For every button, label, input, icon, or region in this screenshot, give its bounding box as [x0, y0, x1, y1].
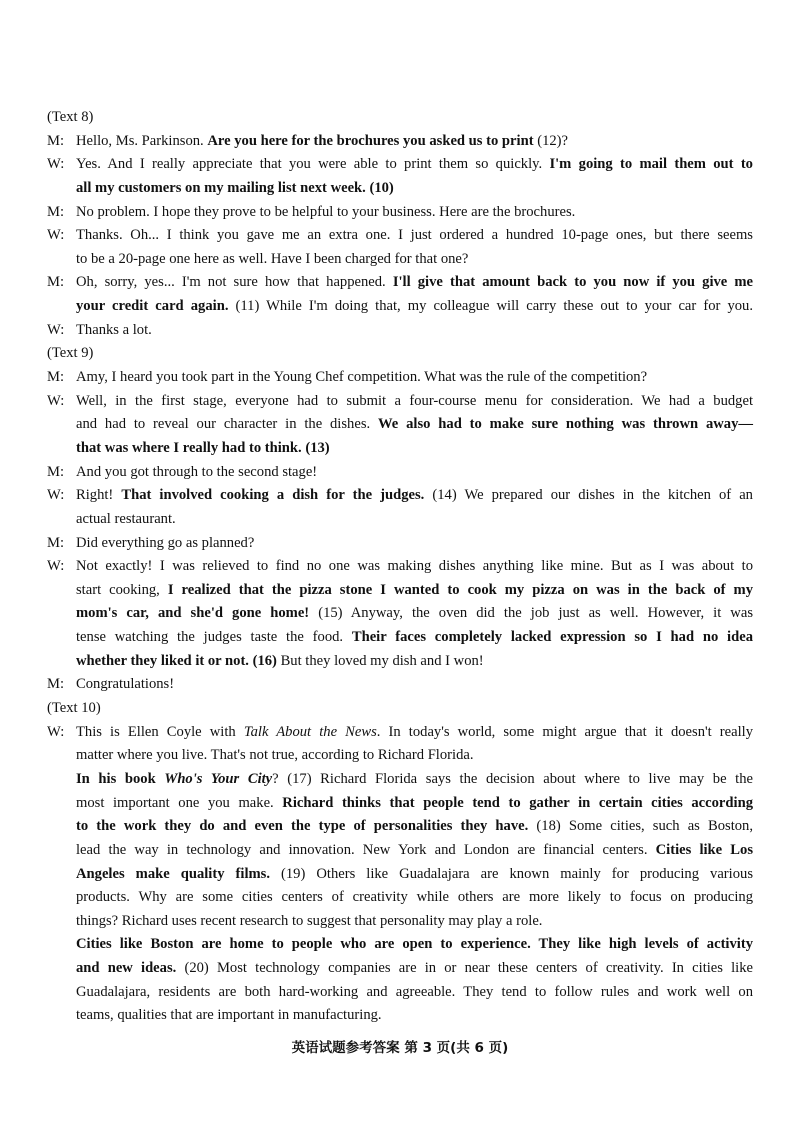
speaker-label: M:	[47, 203, 65, 220]
transcript-text: products. Why are some cities centers of creativity while others are more likely to focus on producing	[76, 889, 753, 906]
transcript-line	[47, 1004, 753, 1028]
speaker-label: M:	[47, 369, 65, 386]
transcript-line	[47, 815, 753, 839]
answer-highlight: whether they liked it or not. (16)	[76, 652, 277, 669]
transcript-text: Congratulations!	[76, 676, 175, 693]
transcript-line	[47, 721, 753, 745]
transcript-line	[47, 697, 753, 721]
transcript-text: Oh, sorry, yes... I'm not sure how that happened.	[76, 274, 393, 291]
transcript-text: (18) Some cities, such as Boston,	[528, 818, 753, 835]
transcript-line	[47, 626, 753, 650]
transcript-line	[47, 886, 753, 910]
transcript-text: things? Richard uses recent research to suggest that personality may play a role.	[76, 912, 543, 929]
transcript-text: Did everything go as planned?	[76, 534, 255, 551]
transcript-line	[47, 555, 753, 579]
transcript-text: matter where you live. That's not true, according to Richard Florida.	[76, 747, 474, 764]
answer-highlight: mom's car, and she'd gone home!	[76, 605, 310, 622]
transcript-line	[47, 744, 753, 768]
transcript-text: No problem. I hope they prove to be helpful to your business. Here are the brochures.	[76, 203, 576, 220]
answer-highlight: I'll give that amount back to you now if you give me	[392, 274, 753, 291]
transcript-text: start cooking,	[76, 581, 168, 598]
transcript-text: to be a 20-page one here as well. Have I been charged for that one?	[76, 250, 469, 267]
speaker-label: M:	[47, 676, 65, 693]
answer-highlight: We also had to make sure nothing was thrown away—	[378, 416, 753, 433]
answer-highlight: That involved cooking a dish for the judges.	[121, 487, 425, 504]
transcript-text: (14) We prepared our dishes in the kitchen of an	[424, 487, 753, 504]
speaker-label: W:	[47, 392, 65, 409]
transcript-line	[47, 106, 753, 130]
transcript-line	[47, 602, 753, 626]
transcript-text: And you got through to the second stage!	[76, 463, 318, 480]
speaker-label: M:	[47, 132, 65, 149]
transcript-text: and had to reveal our character in the dishes.	[76, 416, 378, 433]
transcript-text: ? (17) Richard Florida says the decision about where to live may be the	[272, 770, 753, 787]
transcript-text: (15) Anyway, the oven did the job just as well. However, it was	[309, 605, 754, 622]
transcript-line	[47, 484, 753, 508]
transcript-line	[47, 201, 753, 225]
transcript-text: (Text 10)	[47, 700, 101, 717]
speaker-label: M:	[47, 463, 65, 480]
transcript-line	[47, 910, 753, 934]
transcript-text: most important one you make.	[76, 794, 283, 811]
transcript-line	[47, 413, 753, 437]
transcript-line	[47, 933, 753, 957]
transcript-line	[47, 177, 753, 201]
transcript-text: tense watching the judges taste the food.	[76, 629, 352, 646]
transcript-text: Thanks a lot.	[76, 321, 152, 338]
transcript-line	[47, 863, 753, 887]
speaker-label: W:	[47, 321, 65, 338]
speaker-label: W:	[47, 487, 65, 504]
transcript-line	[47, 461, 753, 485]
transcript-line	[47, 390, 753, 414]
transcript-line	[47, 673, 753, 697]
speaker-label: M:	[47, 534, 65, 551]
transcript-line	[47, 650, 753, 674]
transcript-line	[47, 981, 753, 1005]
transcript-text: (12)?	[533, 132, 569, 149]
transcript-text: Thanks. Oh... I think you gave me an extra one. I just ordered a hundred 10-page ones, but there seems	[76, 227, 753, 244]
answer-highlight: that was where I really had to think. (13)	[76, 439, 330, 456]
transcript-line	[47, 153, 753, 177]
transcript-line	[47, 366, 753, 390]
transcript-line	[47, 319, 753, 343]
answer-highlight: all my customers on my mailing list next week. (10)	[76, 179, 394, 196]
transcript-text: This is Ellen Coyle with	[76, 723, 244, 740]
transcript-text: lead the way in technology and innovation. New York and London are financial centers.	[76, 841, 656, 858]
speaker-label: W:	[47, 227, 65, 244]
transcript-line	[47, 248, 753, 272]
transcript-line	[47, 130, 753, 154]
transcript-text: Amy, I heard you took part in the Young Chef competition. What was the rule of the competition?	[76, 369, 648, 386]
answer-highlight: to the work they do and even the type of personalities they have.	[76, 818, 529, 835]
transcript-text: Yes. And I really appreciate that you were able to print them so quickly.	[76, 156, 550, 173]
answer-highlight: your credit card again.	[76, 298, 229, 315]
transcript-text: (11) While I'm doing that, my colleague will carry these out to your car for you.	[228, 298, 753, 315]
answer-highlight: Cities like Boston are home to people who are open to experience. They like high levels of activity	[76, 936, 753, 953]
answer-highlight: In his book	[76, 770, 165, 787]
answer-highlight: Who's Your City	[164, 770, 273, 787]
speaker-label: W:	[47, 723, 65, 740]
transcript-line	[47, 532, 753, 556]
transcript-text: (20) Most technology companies are in or near these centers of creativity. In cities like	[176, 960, 754, 977]
answer-key-transcript	[47, 106, 753, 1028]
transcript-line	[47, 508, 753, 532]
transcript-line	[47, 839, 753, 863]
page-footer: 英语试题参考答案 第 3 页(共 6 页)	[291, 1040, 509, 1056]
transcript-text: Guadalajara, residents are both hard-working and agreeable. They tend to follow rules and work well on	[76, 983, 753, 1000]
transcript-text: Right!	[76, 487, 122, 504]
answer-highlight: Their faces completely lacked expression so I had no idea	[351, 629, 754, 646]
transcript-text: Hello, Ms. Parkinson.	[76, 132, 208, 149]
answer-highlight: Are you here for the brochures you asked us to print	[207, 132, 534, 149]
transcript-text: But they loved my dish and I won!	[276, 652, 484, 669]
transcript-text: Talk About the News	[243, 723, 377, 740]
transcript-text: . In today's world, some might argue that it doesn't really	[376, 723, 753, 740]
transcript-text: (Text 9)	[47, 345, 94, 362]
transcript-line	[47, 295, 753, 319]
answer-highlight: Richard thinks that people tend to gather in certain cities according	[282, 794, 753, 811]
transcript-text: actual restaurant.	[76, 510, 176, 527]
speaker-label: M:	[47, 274, 65, 291]
transcript-line	[47, 224, 753, 248]
answer-highlight: I realized that the pizza stone I wanted to cook my pizza on was in the back of my	[167, 581, 753, 598]
answer-highlight: Cities like Los	[655, 841, 754, 858]
speaker-label: W:	[47, 558, 65, 575]
transcript-text: (19) Others like Guadalajara are known mainly for producing various	[270, 865, 753, 882]
transcript-line	[47, 271, 753, 295]
transcript-text: teams, qualities that are important in manufacturing.	[76, 1007, 382, 1024]
transcript-line	[47, 579, 753, 603]
transcript-line	[47, 342, 753, 366]
transcript-line	[47, 437, 753, 461]
transcript-text: (Text 8)	[47, 109, 94, 125]
transcript-line	[47, 768, 753, 792]
answer-highlight: Angeles make quality films.	[76, 865, 270, 882]
transcript-line	[47, 792, 753, 816]
answer-highlight: and new ideas.	[76, 960, 177, 977]
speaker-label: W:	[47, 156, 65, 173]
transcript-line	[47, 957, 753, 981]
answer-highlight: I'm going to mail them out to	[549, 156, 753, 173]
transcript-text: Not exactly! I was relieved to find no one was making dishes anything like mine. But as I was about to	[76, 558, 753, 575]
transcript-text: Well, in the first stage, everyone had to submit a four-course menu for consideration. We had a budget	[76, 392, 753, 409]
